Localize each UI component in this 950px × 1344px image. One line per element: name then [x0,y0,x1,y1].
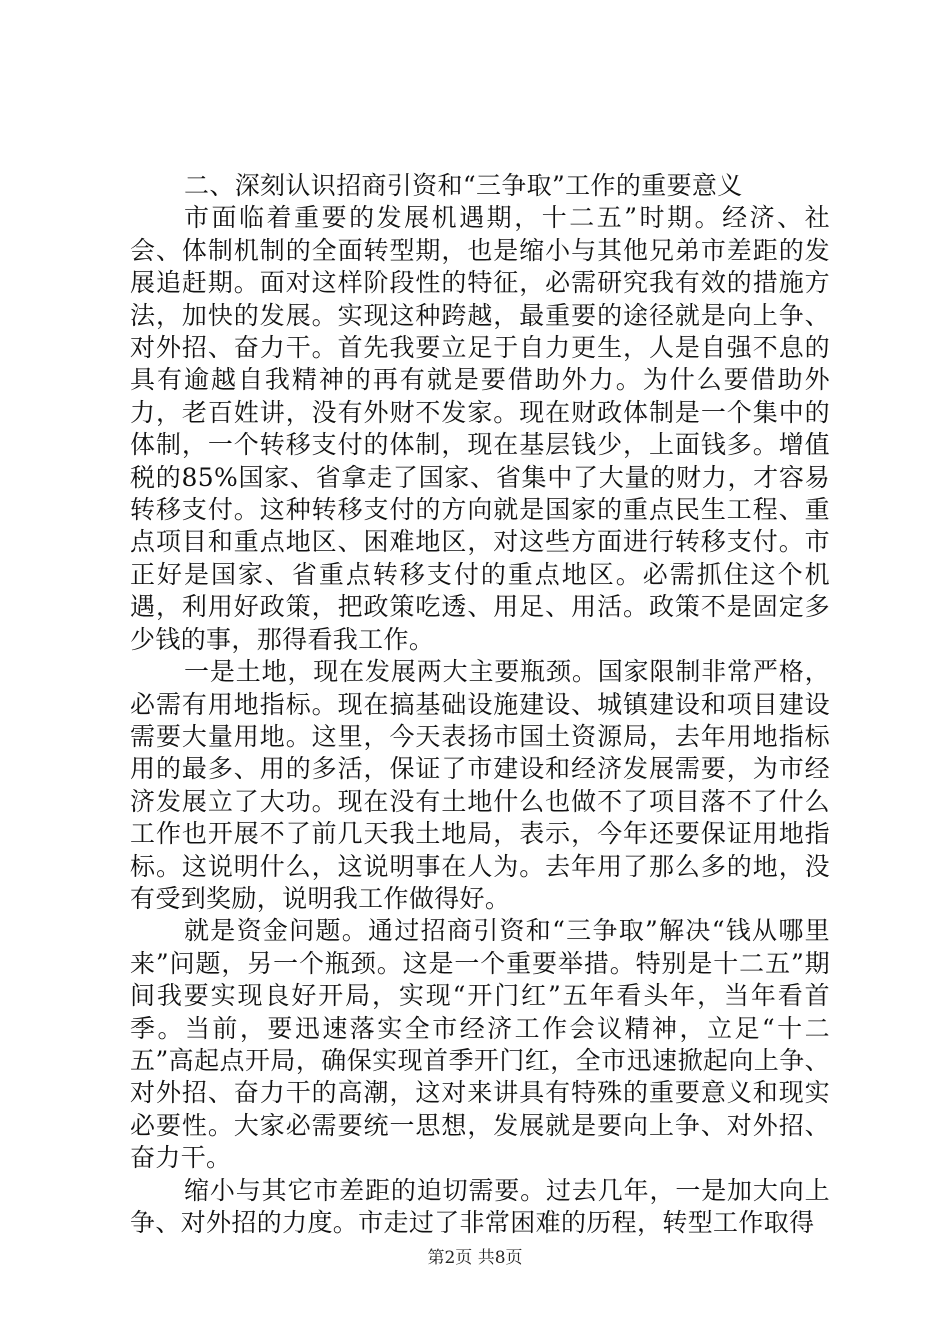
document-body [130,170,830,1239]
paragraph-gap: 缩小与其它市差距的迫切需要。过去几年，一是加大向上争、对外招的力度。市走过了非常困难的历程，转型工作取得 [130,1175,830,1237]
paragraph-opportunity: 市面临着重要的发展机遇期，十二五”时期。经济、社会、体制机制的全面转型期，也是缩小与其他兄弟市差距的发展追赶期。面对这样阶段性的特征，必需研究我有效的措施方法，加快的发展。实现这种跨越，最重要的途径就是向上争、对外招、奋力干。首先我要立足于自力更生，人是自强不息的具有逾越自我精神的再有就是要借助外力。为什么要借助外力，老百姓讲，没有外财不发家。现在财政体制是一个集中的体制，一个转移支付的体制，现在基层钱少，上面钱多。增值税的85%国家、省拿走了国家、省集中了大量的财力，才容易转移支付。这种转移支付的方向就是国家的重点民生工程、重点项目和重点地区、困难地区，对这些方面进行转移支付。市正好是国家、省重点转移支付的重点地区。必需抓住这个机遇，利用好政策，把政策吃透、用足、用活。政策不是固定多少钱的事，那得看我工作。 [130,203,830,654]
paragraph-land: 一是土地，现在发展两大主要瓶颈。国家限制非常严格，必需有用地指标。现在搞基础设施建设、城镇建设和项目建设需要大量用地。这里，今天表扬市国土资源局，去年用地指标用的最多、用的多活，保证了市建设和经济发展需要，为市经济发展立了大功。现在没有土地什么也做不了项目落不了什么工作也开展不了前几天我土地局，表示，今年还要保证用地指标。这说明什么，这说明事在人为。去年用了那么多的地，没有受到奖励，说明我工作做得好。 [130,657,830,913]
section-heading: 二、深刻认识招商引资和“三争取”工作的重要意义 [184,171,743,200]
page-number-footer: 第2页 共8页 [427,1248,523,1268]
paragraph-funding: 就是资金问题。通过招商引资和“三争取”解决“钱从哪里来”问题，另一个瓶颈。这是一个重要举措。特别是十二五”期间我要实现良好开局，实现“开门红”五年看头年，当年看首季。当前，要迅速落实全市经济工作会议精神，立足“十二五”高起点开局，确保实现首季开门红，全市迅速掀起向上争、对外招、奋力干的高潮，这对来讲具有特殊的重要意义和现实必要性。大家必需要统一思想，发展就是要向上争、对外招、奋力干。 [130,916,830,1173]
